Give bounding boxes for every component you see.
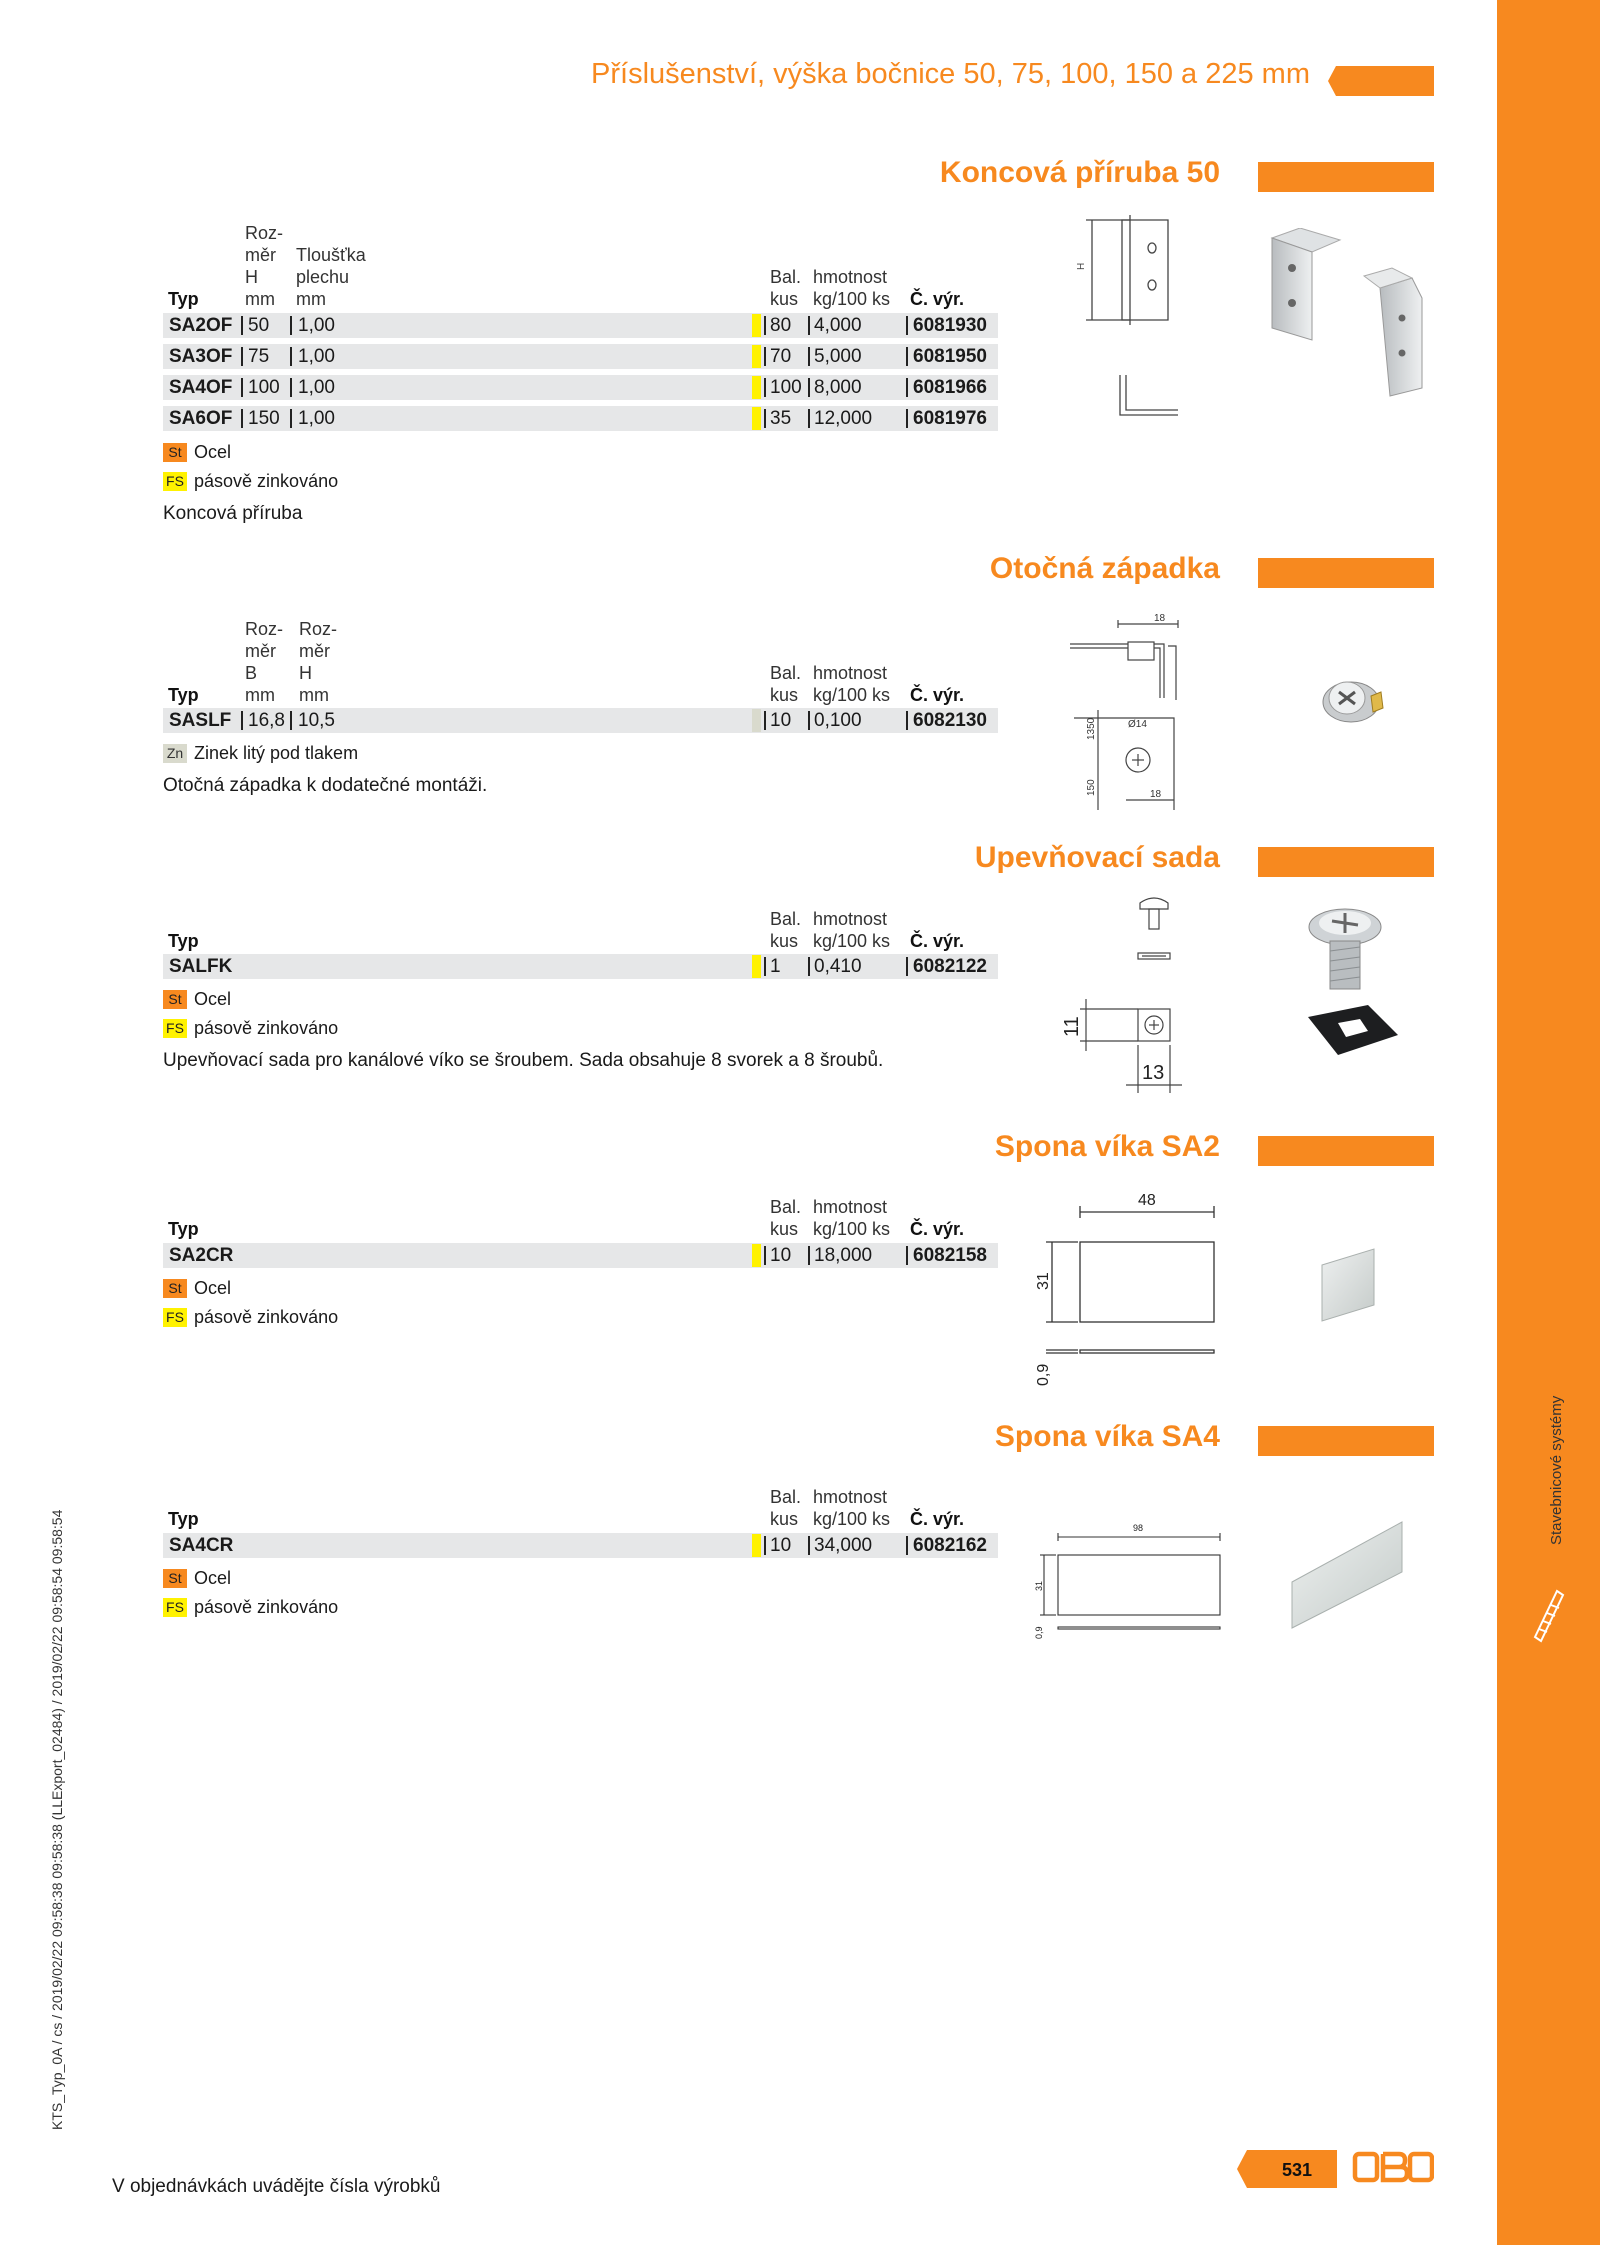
footer-note: V objednávkách uvádějte čísla výrobků (112, 2176, 441, 2197)
col-header-rozmer-b: Roz- měr B mm (245, 619, 284, 705)
svg-text:OBO: OBO (1393, 2184, 1396, 2185)
material-st: St Ocel (163, 988, 231, 1010)
product-description: Koncová příruba (163, 503, 303, 524)
svg-text:13: 13 (1142, 1062, 1165, 1084)
col-header-typ: Typ (168, 1219, 199, 1239)
section-bar (1258, 558, 1434, 588)
col-header-typ: Typ (168, 289, 199, 309)
svg-text:531: 531 (1281, 2160, 1313, 2180)
header-tab-marker (1328, 66, 1434, 96)
section-bar (1258, 1136, 1434, 1166)
svg-text:48: 48 (1138, 1192, 1156, 1209)
technical-drawing (1050, 895, 1190, 1105)
svg-text:98: 98 (1133, 1523, 1144, 1533)
col-header-cvyr: Č. výr. (910, 1509, 965, 1529)
table-row: SA4CR 10 34,000 6082162 (163, 1533, 998, 1558)
technical-drawing (1030, 1515, 1230, 1640)
svg-text:18: 18 (1154, 613, 1166, 624)
obo-logo (1352, 2149, 1434, 2185)
product-photo (1318, 1245, 1378, 1325)
table-row: SA3OF 75 1,00 70 5,000 6081950 (163, 344, 998, 369)
col-header-tloustka: Tloušťka plechu mm (296, 245, 366, 309)
svg-text:Ø14: Ø14 (1128, 719, 1147, 730)
col-header-rozmer-h: Roz- měr H mm (245, 223, 284, 309)
col-header-bal: Bal. kus (770, 1487, 802, 1529)
cable-tray-icon (1527, 1585, 1567, 1645)
material-fs: FS pásově zinkováno (163, 1596, 338, 1618)
col-header-bal: Bal. kus (770, 267, 802, 309)
section-bar (1258, 1426, 1434, 1456)
technical-drawing (1030, 1190, 1230, 1390)
col-header-cvyr: Č. výr. (910, 1219, 965, 1239)
side-label: Stavebnicové systémy (1548, 1395, 1565, 1545)
table-row: SA2CR 10 18,000 6082158 (163, 1243, 998, 1268)
product-photo (1290, 1520, 1406, 1630)
material-fs: FS pásově zinkováno (163, 1306, 338, 1328)
col-header-hmotnost: hmotnost kg/100 ks (813, 663, 891, 705)
svg-text:0,9: 0,9 (1034, 1626, 1044, 1639)
product-photo (1262, 228, 1432, 408)
col-header-hmotnost: hmotnost kg/100 ks (813, 909, 891, 951)
section-title-otocna-zapadka: Otočná západka (989, 552, 1220, 585)
product-description: Otočná západka k dodatečné montáži. (163, 775, 488, 796)
col-header-hmotnost: hmotnost kg/100 ks (813, 1197, 891, 1239)
col-header-cvyr: Č. výr. (910, 685, 965, 705)
col-header-hmotnost: hmotnost kg/100 ks (813, 1487, 891, 1529)
side-band (1497, 0, 1600, 2245)
col-header-typ: Typ (168, 685, 199, 705)
svg-text:11: 11 (1061, 1016, 1083, 1037)
product-photo (1290, 905, 1410, 1075)
page-title: Příslušenství, výška bočnice 50, 75, 100, 150 a 225 mm (591, 58, 1310, 90)
material-st: St Ocel (163, 1567, 231, 1589)
material-st: St Ocel (163, 441, 231, 463)
col-header-cvyr: Č. výr. (910, 289, 965, 309)
svg-text:150: 150 (1086, 779, 1097, 796)
col-header-hmotnost: hmotnost kg/100 ks (813, 267, 891, 309)
col-header-cvyr: Č. výr. (910, 931, 965, 951)
svg-text:18: 18 (1150, 789, 1162, 800)
product-photo (1315, 670, 1385, 730)
svg-text:31: 31 (1035, 1272, 1052, 1290)
product-description: Upevňovací sada pro kanálové víko se šroubem. Sada obsahuje 8 svorek a 8 šroubů. (163, 1050, 884, 1071)
section-bar (1258, 847, 1434, 877)
table-row: SALFK 1 0,410 6082122 (163, 954, 998, 979)
svg-text:31: 31 (1034, 1580, 1044, 1591)
svg-text:H: H (1076, 262, 1087, 270)
section-bar (1258, 162, 1434, 192)
technical-drawing (1070, 210, 1190, 420)
svg-text:1350: 1350 (1086, 717, 1097, 740)
section-title-spona-sa4: Spona víka SA4 (994, 1420, 1220, 1453)
col-header-bal: Bal. kus (770, 663, 802, 705)
material-fs: FS pásově zinkováno (163, 1017, 338, 1039)
material-fs: FS pásově zinkováno (163, 470, 338, 492)
technical-drawing (1068, 610, 1188, 815)
page-number-badge (1237, 2150, 1337, 2188)
section-title-koncova-priruba: Koncová příruba 50 (939, 156, 1220, 189)
col-header-typ: Typ (168, 1509, 199, 1529)
section-title-spona-sa2: Spona víka SA2 (994, 1130, 1220, 1163)
vertical-meta: KTS_Typ_0A / cs / 2019/02/22 09:58:38 09:58:38 (LLExport_02484) / 2019/02/22 09:58:54 09:58:54 (49, 1509, 65, 2130)
col-header-typ: Typ (168, 931, 199, 951)
col-header-bal: Bal. kus (770, 1197, 802, 1239)
table-row: SA4OF 100 1,00 100 8,000 6081966 (163, 375, 998, 400)
table-row: SASLF 16,8 10,5 10 0,100 6082130 (163, 708, 998, 733)
svg-text:0,9: 0,9 (1035, 1363, 1052, 1386)
section-title-upevnovaci-sada: Upevňovací sada (974, 841, 1220, 874)
col-header-rozmer-h: Roz- měr H mm (299, 619, 338, 705)
material-zn: Zn Zinek litý pod tlakem (163, 742, 358, 764)
table-row: SA2OF 50 1,00 80 4,000 6081930 (163, 313, 998, 338)
table-row: SA6OF 150 1,00 35 12,000 6081976 (163, 406, 998, 431)
col-header-bal: Bal. kus (770, 909, 802, 951)
material-st: St Ocel (163, 1277, 231, 1299)
